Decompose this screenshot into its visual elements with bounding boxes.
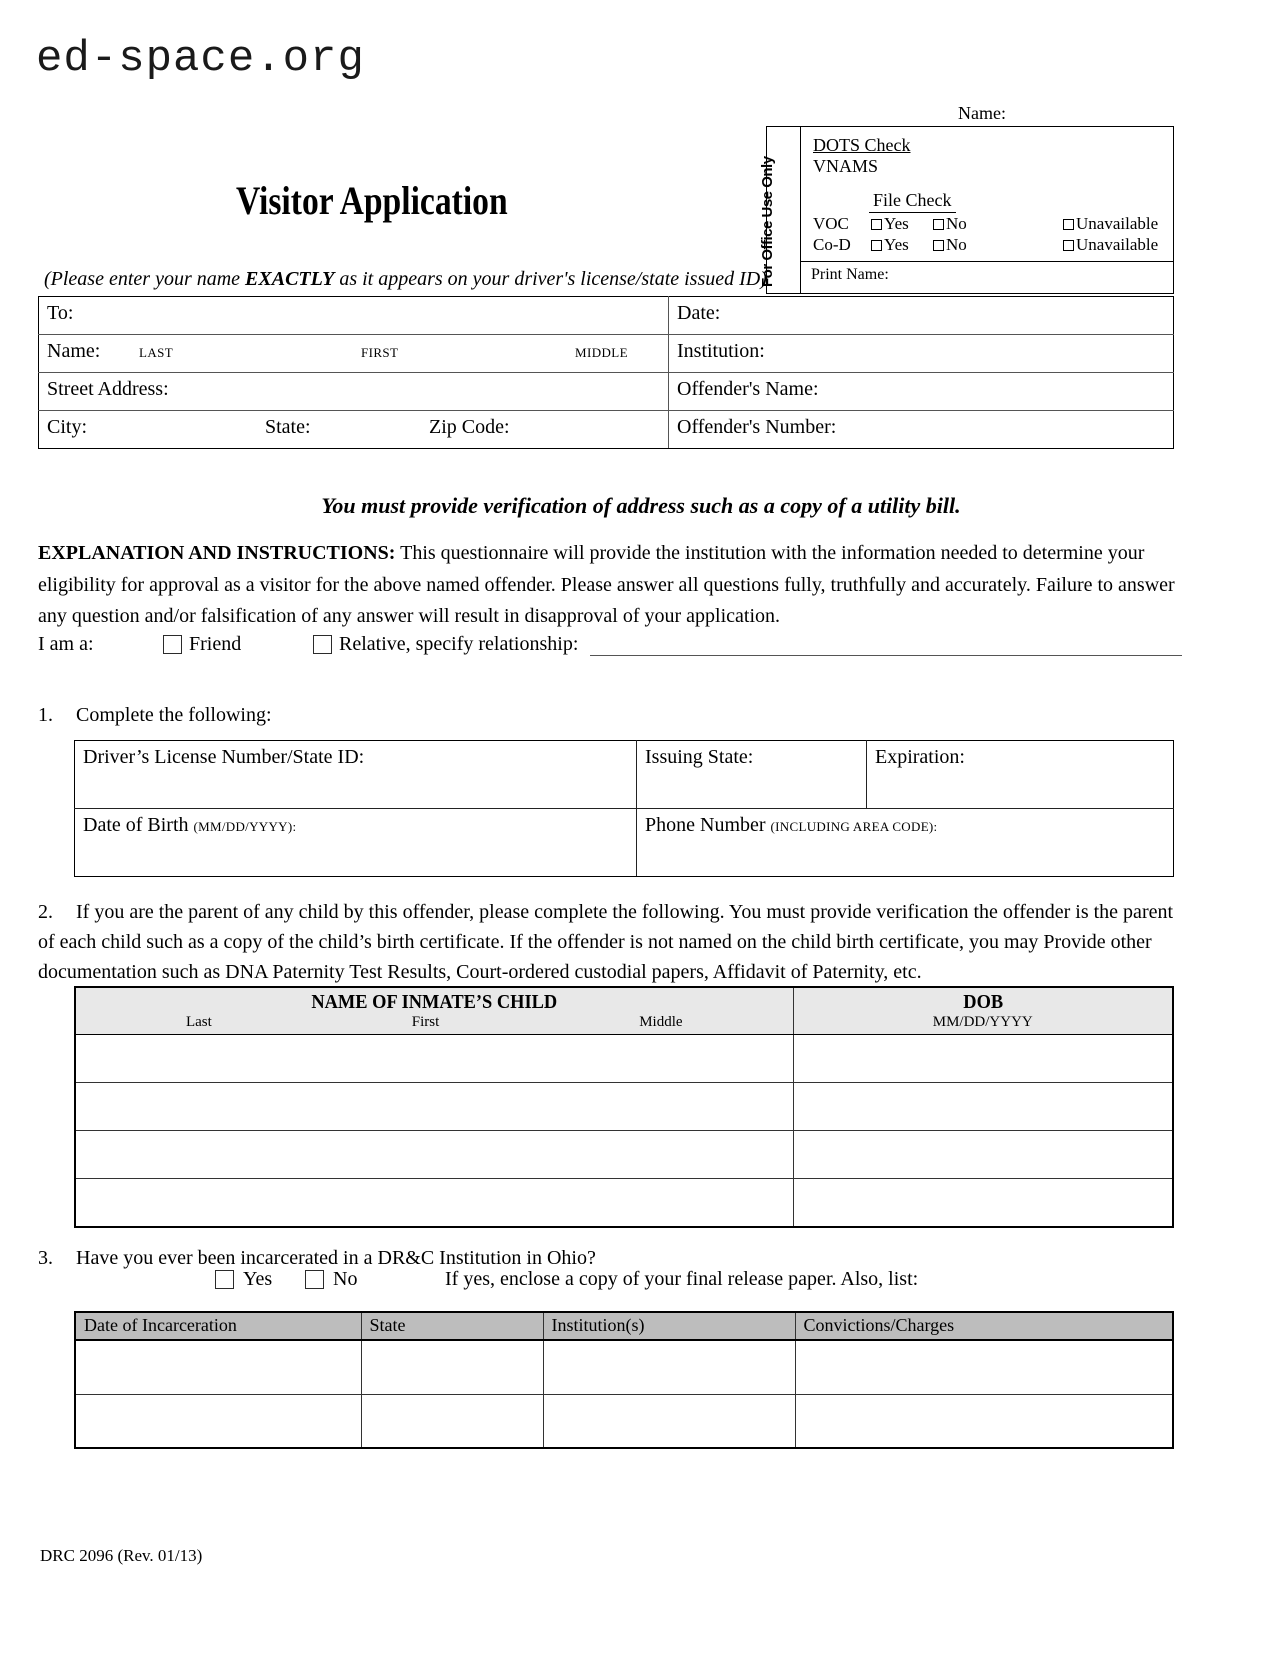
explanation-body: This questionnaire will provide the institution with the information needed to determine your eligibility for approval as a visitor for the above named offender. Please answer all questions fully, truthfully and accurately. Failure to answer any question and/or falsification of any answer will result in disapproval of your application.	[38, 542, 1175, 628]
incarcerated-no-label: No	[333, 1268, 358, 1290]
for-office-use-label: For Office Use Only	[758, 156, 776, 287]
table-row	[75, 1035, 1173, 1083]
phone-number-note: (INCLUDING AREA CODE):	[770, 819, 938, 834]
i-am-a-row	[38, 633, 1182, 656]
name-row-inner	[47, 340, 668, 363]
incarceration-state-input[interactable]	[361, 1340, 543, 1394]
child-dob-header: DOB	[962, 991, 1003, 1013]
i-am-a-label: I am a:	[38, 633, 94, 655]
offender-name-label: Offender's Name:	[677, 378, 819, 400]
incarcerated-no-option[interactable]	[305, 1268, 445, 1291]
child-name-input[interactable]	[75, 1083, 793, 1131]
name-exact-before: (Please enter your name	[44, 268, 246, 290]
name-first-label: FIRST	[361, 345, 399, 360]
date-of-birth-cell[interactable]	[75, 809, 637, 877]
incarceration-convictions-header: Convictions/Charges	[795, 1312, 1173, 1340]
question-3-answer-row	[215, 1268, 918, 1291]
incarceration-date-input[interactable]	[75, 1394, 361, 1448]
question-1	[38, 700, 1178, 730]
friend-checkbox[interactable]	[163, 635, 182, 654]
expiration-label: Expiration:	[875, 746, 965, 768]
dots-check-label: DOTS Check	[813, 135, 911, 155]
voc-unavailable-checkbox[interactable]	[1063, 219, 1074, 230]
voc-unavailable-label: Unavailable	[1076, 214, 1159, 234]
name-exact-note	[44, 268, 767, 291]
table-row	[39, 373, 1174, 411]
name-label: Name:	[47, 340, 101, 362]
voc-no-option[interactable]	[933, 214, 1005, 234]
to-label: To:	[47, 302, 74, 324]
cod-unavailable-option[interactable]	[1063, 235, 1158, 255]
offender-number-label: Offender's Number:	[677, 416, 837, 438]
city-state-zip-cell[interactable]	[39, 411, 669, 449]
date-label: Date:	[677, 302, 721, 324]
incarceration-history-table	[74, 1311, 1174, 1449]
name-cell[interactable]	[39, 335, 669, 373]
voc-no-checkbox[interactable]	[933, 219, 944, 230]
incarceration-convictions-input[interactable]	[795, 1394, 1173, 1448]
child-name-input[interactable]	[75, 1131, 793, 1179]
table-row	[75, 1179, 1173, 1227]
question-2-number: 2.	[38, 901, 53, 923]
office-use-content	[801, 127, 1173, 293]
table-header-row	[75, 1312, 1173, 1340]
child-dob-header-cell	[793, 987, 1173, 1035]
city-label: City:	[47, 416, 88, 438]
incarcerated-yes-checkbox[interactable]	[215, 1270, 234, 1289]
child-name-input[interactable]	[75, 1179, 793, 1227]
institution-cell[interactable]	[669, 335, 1174, 373]
verification-notice: You must provide verification of address such as a copy of a utility bill.	[321, 493, 961, 518]
table-row	[39, 411, 1174, 449]
cod-yes-label: Yes	[884, 235, 909, 255]
table-row	[39, 335, 1174, 373]
phone-number-label: Phone Number	[645, 814, 766, 836]
question-1-number: 1.	[38, 704, 53, 726]
child-dob-input[interactable]	[793, 1035, 1173, 1083]
incarceration-date-header: Date of Incarceration	[75, 1312, 361, 1340]
name-last-label: LAST	[139, 345, 174, 360]
table-row	[39, 297, 1174, 335]
cod-unavailable-label: Unavailable	[1076, 235, 1159, 255]
name-exact-emphasis: EXACTLY	[245, 268, 335, 290]
to-cell[interactable]	[39, 297, 669, 335]
date-cell[interactable]	[669, 297, 1174, 335]
voc-row	[813, 214, 1173, 234]
street-address-cell[interactable]	[39, 373, 669, 411]
expiration-cell[interactable]	[867, 741, 1174, 809]
incarceration-institution-input[interactable]	[543, 1340, 795, 1394]
child-dob-input[interactable]	[793, 1131, 1173, 1179]
table-row	[75, 741, 1174, 809]
table-row	[75, 1394, 1173, 1448]
issuing-state-cell[interactable]	[637, 741, 867, 809]
state-label: State:	[265, 416, 311, 438]
incarceration-state-input[interactable]	[361, 1394, 543, 1448]
friend-label: Friend	[189, 633, 242, 655]
table-header-row	[75, 987, 1173, 1035]
child-middle-subheader: Middle	[639, 1014, 683, 1030]
page-title: Visitor Application	[236, 178, 508, 223]
voc-yes-label: Yes	[884, 214, 909, 234]
date-of-birth-label: Date of Birth	[83, 814, 189, 836]
form-number-footer: DRC 2096 (Rev. 01/13)	[40, 1546, 203, 1565]
incarceration-date-input[interactable]	[75, 1340, 361, 1394]
name-exact-after: as it appears on your driver's license/state issued ID)	[334, 268, 767, 290]
for-office-use-sidebar	[758, 127, 801, 293]
print-name-label: Print Name:	[811, 266, 889, 283]
drivers-license-cell[interactable]	[75, 741, 637, 809]
street-address-label: Street Address:	[47, 378, 169, 400]
applicant-address-table	[38, 296, 1174, 449]
voc-yes-option[interactable]	[871, 214, 933, 234]
phone-number-cell[interactable]	[637, 809, 1174, 877]
file-check-label: File Check	[869, 190, 956, 213]
explanation-paragraph	[38, 538, 1178, 633]
drivers-license-label: Driver’s License Number/State ID:	[83, 746, 365, 768]
relative-checkbox[interactable]	[313, 635, 332, 654]
child-first-subheader: First	[411, 1014, 440, 1030]
cod-label: Co-D	[813, 235, 851, 255]
child-dob-input[interactable]	[793, 1083, 1173, 1131]
relative-label: Relative, specify relationship:	[339, 633, 579, 655]
vnams-row	[813, 156, 1173, 177]
question-2	[38, 897, 1178, 987]
incarceration-state-header: State	[361, 1312, 543, 1340]
question-3-text: Have you ever been incarcerated in a DR&C Institution in Ohio?	[76, 1247, 596, 1269]
table-row	[75, 1131, 1173, 1179]
table-row	[75, 1340, 1173, 1394]
table-row	[75, 809, 1174, 877]
child-name-subheaders	[76, 1014, 793, 1031]
incarcerated-yes-option[interactable]	[215, 1268, 305, 1291]
cod-yes-checkbox[interactable]	[871, 240, 882, 251]
file-check-heading-row	[813, 190, 1173, 213]
date-of-birth-format: (MM/DD/YYYY):	[193, 819, 297, 834]
relative-option[interactable]	[313, 633, 578, 656]
child-dob-subheader: MM/DD/YYYY	[932, 1014, 1033, 1030]
child-dob-input[interactable]	[793, 1179, 1173, 1227]
incarcerated-yes-label: Yes	[243, 1268, 273, 1290]
zip-label: Zip Code:	[429, 416, 510, 438]
voc-unavailable-option[interactable]	[1063, 214, 1158, 234]
question-1-text: Complete the following:	[76, 704, 272, 726]
vnams-label: VNAMS	[813, 155, 879, 176]
for-office-use-box	[758, 126, 1174, 294]
office-use-checks	[801, 127, 1173, 261]
cod-no-label: No	[946, 235, 967, 255]
cod-yes-option[interactable]	[871, 235, 933, 255]
institution-label: Institution:	[677, 340, 765, 362]
table-row	[75, 1083, 1173, 1131]
relative-relationship-input[interactable]	[590, 633, 1182, 656]
question-2-text: If you are the parent of any child by this offender, please complete the following. You must provide verification the offender is the parent of each child such as a copy of the child’s birth certificate. If the offender is not named on the child birth certificate, you may Provide other documentation such as DNA Paternity Test Results, Court-ordered custodial papers, Affidavit of Paternity, etc.	[38, 901, 1174, 983]
explanation-heading: EXPLANATION AND INSTRUCTIONS:	[38, 542, 396, 564]
cod-no-option[interactable]	[933, 235, 1005, 255]
incarcerated-no-checkbox[interactable]	[305, 1270, 324, 1289]
dots-check-row	[813, 135, 1173, 156]
incarceration-institution-input[interactable]	[543, 1394, 795, 1448]
offender-name-cell[interactable]	[669, 373, 1174, 411]
child-name-header: NAME OF INMATE’S CHILD	[311, 991, 558, 1013]
question-3-number: 3.	[38, 1247, 53, 1269]
file-check-group	[813, 190, 1173, 255]
cod-no-checkbox[interactable]	[933, 240, 944, 251]
voc-no-label: No	[946, 214, 967, 234]
child-name-header-cell	[75, 987, 793, 1035]
cod-unavailable-checkbox[interactable]	[1063, 240, 1074, 251]
print-name-field[interactable]	[801, 261, 1173, 293]
issuing-state-label: Issuing State:	[645, 746, 754, 768]
incarceration-convictions-input[interactable]	[795, 1340, 1173, 1394]
voc-label: VOC	[813, 214, 849, 234]
offender-number-cell[interactable]	[669, 411, 1174, 449]
incarcerated-note: If yes, enclose a copy of your final release paper. Also, list:	[445, 1268, 919, 1290]
name-middle-label: MIDDLE	[575, 345, 628, 360]
child-name-input[interactable]	[75, 1035, 793, 1083]
child-last-subheader: Last	[185, 1014, 212, 1030]
identification-table	[74, 740, 1174, 877]
site-watermark: ed-space.org	[36, 34, 365, 84]
cod-row	[813, 235, 1173, 255]
city-state-zip-inner	[47, 416, 668, 439]
inmate-child-table	[74, 986, 1174, 1228]
incarceration-institution-header: Institution(s)	[543, 1312, 795, 1340]
friend-option[interactable]	[163, 633, 313, 656]
office-name-label: Name:	[958, 103, 1006, 123]
voc-yes-checkbox[interactable]	[871, 219, 882, 230]
